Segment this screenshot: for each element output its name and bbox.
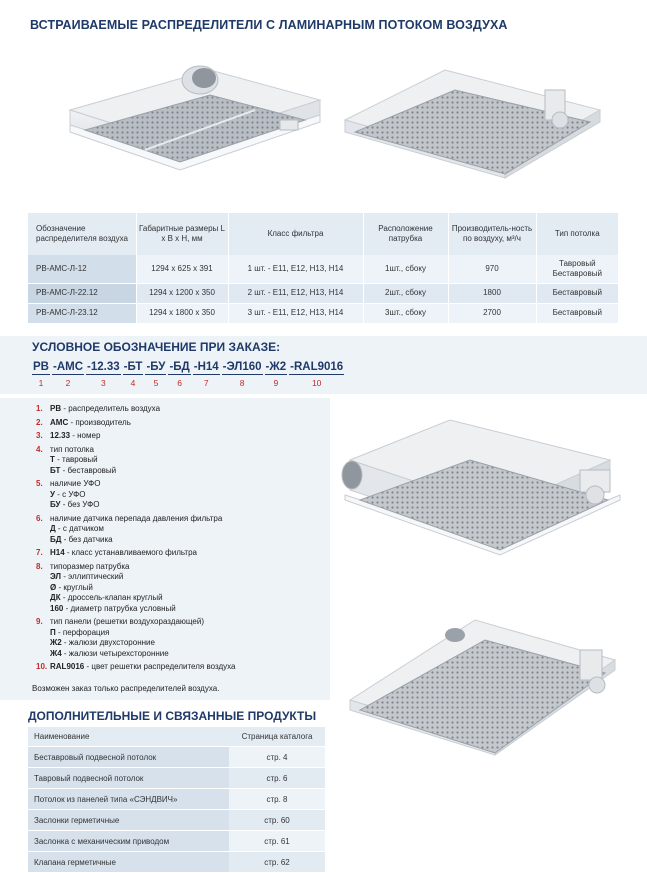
- legend-text: - без УФО: [60, 500, 100, 509]
- legend-code: БД: [50, 534, 62, 544]
- table-cell: стр. 62: [229, 852, 325, 873]
- legend-text: наличие УФО: [50, 479, 101, 488]
- legend-text: - диаметр патрубка условный: [63, 603, 176, 613]
- table-cell: Беставровый: [536, 303, 619, 323]
- code-segment-number: 8: [239, 378, 245, 388]
- legend-code: Ж2: [50, 638, 62, 647]
- legend-item: [36, 404, 316, 415]
- legend-item: [36, 562, 316, 615]
- order-code-title: УСЛОВНОЕ ОБОЗНАЧЕНИЕ ПРИ ЗАКАЗЕ:: [32, 340, 281, 354]
- code-segment-number: 7: [203, 378, 209, 388]
- code-segment-text: РВ: [33, 361, 49, 373]
- table-cell: 2 шт. - E11, E12, H13, H14: [228, 283, 363, 303]
- specs-header-ceiling: Тип потолка: [536, 213, 619, 255]
- table-cell: 2700: [448, 303, 536, 323]
- order-note: Возможен заказ только распределителей воздуха.: [32, 684, 220, 693]
- order-code: [32, 360, 346, 388]
- legend-code: П: [50, 627, 56, 637]
- code-segment: [193, 360, 220, 388]
- legend-text: - цвет решетки распределителя воздуха: [84, 662, 236, 671]
- table-cell: Заслонка с механическим приводом: [28, 831, 229, 852]
- legend-code: Т: [50, 455, 55, 464]
- legend-number: 10.: [36, 662, 48, 671]
- legend-text: - с УФО: [54, 489, 86, 499]
- legend-code: 12.33: [50, 431, 71, 440]
- code-segment-number: 5: [153, 378, 159, 388]
- code-segment-text: -БД: [169, 361, 190, 373]
- legend-text: - эллиптический: [61, 572, 124, 581]
- table-cell: 3шт., сбоку: [363, 303, 448, 323]
- legend-text: - дроссель-клапан круглый: [60, 593, 163, 602]
- code-segment: [222, 360, 263, 388]
- legend-text: - тавровый: [54, 455, 98, 464]
- table-cell: стр. 8: [229, 789, 325, 810]
- code-segment-text: -ЭЛ160: [222, 361, 262, 373]
- legend-item: [36, 514, 316, 546]
- table-cell: 1800: [448, 283, 536, 303]
- legend-number: 4.: [36, 444, 43, 454]
- legend-number: 7.: [36, 548, 43, 557]
- related-products-table: [28, 727, 325, 873]
- table-row: [28, 747, 325, 768]
- page-title: ВСТРАИВАЕМЫЕ РАСПРЕДЕЛИТЕЛИ С ЛАМИНАРНЫМ ПОТОКОМ ВОЗДУХА: [30, 18, 508, 32]
- code-segment-text: -Н14: [193, 361, 219, 373]
- order-code-legend: [36, 404, 316, 676]
- table-cell: стр. 4: [229, 747, 325, 768]
- legend-item: [36, 662, 316, 673]
- specs-header-row: [28, 213, 619, 255]
- table-cell: 1шт., сбоку: [363, 255, 448, 283]
- legend-code: ЭЛ: [50, 572, 61, 581]
- legend-code: RAL9016: [50, 662, 85, 671]
- code-segment-number: 3: [100, 378, 106, 388]
- product-photo-3: [330, 400, 630, 580]
- table-cell: 1294 х 1200 х 350: [136, 283, 228, 303]
- product-photo-2: [335, 50, 605, 195]
- legend-code: Ø: [50, 582, 57, 592]
- code-segment: [145, 360, 166, 388]
- table-cell: Потолок из панелей типа «СЭНДВИЧ»: [28, 789, 229, 810]
- specs-header-dimensions: Габаритные размеры L x B x H, мм: [136, 213, 228, 255]
- legend-text: тип потолка: [50, 444, 94, 454]
- code-segment-text: -RAL9016: [290, 361, 344, 373]
- table-cell: Клапана герметичные: [28, 852, 229, 873]
- legend-item: [36, 445, 316, 477]
- related-header-name: Наименование: [28, 727, 229, 747]
- legend-item: [36, 431, 316, 442]
- legend-text: - круглый: [56, 582, 93, 592]
- legend-text: - без датчика: [61, 534, 113, 544]
- legend-text: наличие датчика перепада давления фильтра: [50, 513, 223, 523]
- table-row: [28, 283, 619, 303]
- code-segment-number: 4: [130, 378, 136, 388]
- table-cell: Беставровый: [536, 283, 619, 303]
- code-segment-text: -12.33: [87, 361, 120, 373]
- legend-code: 160: [50, 603, 64, 613]
- legend-number: 6.: [36, 513, 43, 523]
- code-segment-number: 2: [65, 378, 71, 388]
- table-cell: РВ-АМС-Л-22.12: [28, 283, 136, 303]
- code-segment: [86, 360, 121, 388]
- legend-text: - жалюзи четырехсторонние: [61, 648, 169, 658]
- legend-text: - распределитель воздуха: [61, 404, 161, 413]
- legend-number: 9.: [36, 617, 43, 626]
- table-cell: РВ-АМС-Л-23.12: [28, 303, 136, 323]
- legend-code: Д: [50, 524, 56, 533]
- table-row: [28, 768, 325, 789]
- legend-item: [36, 479, 316, 511]
- legend-text: - с датчиком: [55, 524, 104, 533]
- legend-number: 1.: [36, 404, 43, 413]
- related-products-title: ДОПОЛНИТЕЛЬНЫЕ И СВЯЗАННЫЕ ПРОДУКТЫ: [28, 709, 317, 723]
- code-segment: [289, 360, 344, 388]
- legend-text: тип панели (решетки воздухораздающей): [50, 617, 204, 626]
- code-segment-number: 9: [273, 378, 279, 388]
- table-row: [28, 789, 325, 810]
- table-row: [28, 852, 325, 873]
- legend-text: - номер: [70, 431, 101, 440]
- legend-code: РВ: [50, 404, 62, 413]
- legend-text: типоразмер патрубка: [50, 561, 130, 571]
- table-cell: 970: [448, 255, 536, 283]
- code-segment: [32, 360, 50, 388]
- legend-number: 8.: [36, 561, 43, 571]
- legend-text: - класс устанавливаемого фильтра: [64, 548, 197, 557]
- table-row: [28, 810, 325, 831]
- table-cell: 1 шт. - E11, E12, H13, H14: [228, 255, 363, 283]
- specs-header-capacity: Производитель-ность по воздуху, м³/ч: [448, 213, 536, 255]
- code-segment: [52, 360, 84, 388]
- code-segment: [265, 360, 288, 388]
- specs-header-filter: Класс фильтра: [228, 213, 363, 255]
- code-segment-number: 1: [38, 378, 44, 388]
- product-photo-1: [30, 50, 330, 200]
- code-segment-text: -Ж2: [265, 361, 287, 373]
- legend-text: - беставровый: [60, 465, 117, 475]
- legend-item: [36, 617, 316, 659]
- table-cell: РВ-АМС-Л-12: [28, 255, 136, 283]
- table-cell: стр. 61: [229, 831, 325, 852]
- table-cell: 3 шт. - E11, E12, H13, H14: [228, 303, 363, 323]
- related-header-page: Страница каталога: [229, 727, 325, 747]
- table-row: [28, 303, 619, 323]
- legend-item: [36, 418, 316, 429]
- related-header-row: [28, 727, 325, 747]
- specs-header-nozzle: Расположение патрубка: [363, 213, 448, 255]
- code-segment-number: 6: [177, 378, 182, 388]
- table-cell: 1294 х 1800 х 350: [136, 303, 228, 323]
- legend-code: Ж4: [50, 648, 62, 658]
- legend-code: БТ: [50, 465, 61, 475]
- code-segment: [123, 360, 144, 388]
- table-cell: стр. 60: [229, 810, 325, 831]
- legend-code: ДК: [50, 593, 61, 602]
- code-segment-text: -АМС: [52, 361, 84, 373]
- table-cell: Заслонки герметичные: [28, 810, 229, 831]
- legend-text: - перфорация: [55, 627, 110, 637]
- legend-code: У: [50, 489, 55, 499]
- specs-header-designation: Обозначение распределителя воздуха: [28, 213, 136, 255]
- table-cell: 1294 х 625 х 391: [136, 255, 228, 283]
- legend-number: 3.: [36, 431, 43, 440]
- legend-code: АМС: [50, 417, 69, 427]
- legend-item: [36, 548, 316, 559]
- table-cell: стр. 6: [229, 768, 325, 789]
- table-row: [28, 831, 325, 852]
- product-photo-4: [335, 605, 630, 770]
- table-cell: Беставровый подвесной потолок: [28, 747, 229, 768]
- legend-text: - жалюзи двухсторонние: [61, 638, 155, 647]
- legend-code: Н14: [50, 548, 65, 557]
- legend-number: 2.: [36, 417, 43, 427]
- table-cell: Тавровый Беставровый: [536, 255, 619, 283]
- legend-code: БУ: [50, 500, 61, 509]
- code-segment-number: 10: [311, 378, 322, 388]
- table-cell: 2шт., сбоку: [363, 283, 448, 303]
- specs-table: [28, 213, 619, 324]
- legend-number: 5.: [36, 479, 43, 488]
- legend-text: - производитель: [68, 417, 131, 427]
- table-cell: Тавровый подвесной потолок: [28, 768, 229, 789]
- code-segment-text: -БТ: [123, 361, 143, 373]
- table-row: [28, 255, 619, 283]
- code-segment-text: -БУ: [146, 361, 166, 373]
- code-segment: [168, 360, 190, 388]
